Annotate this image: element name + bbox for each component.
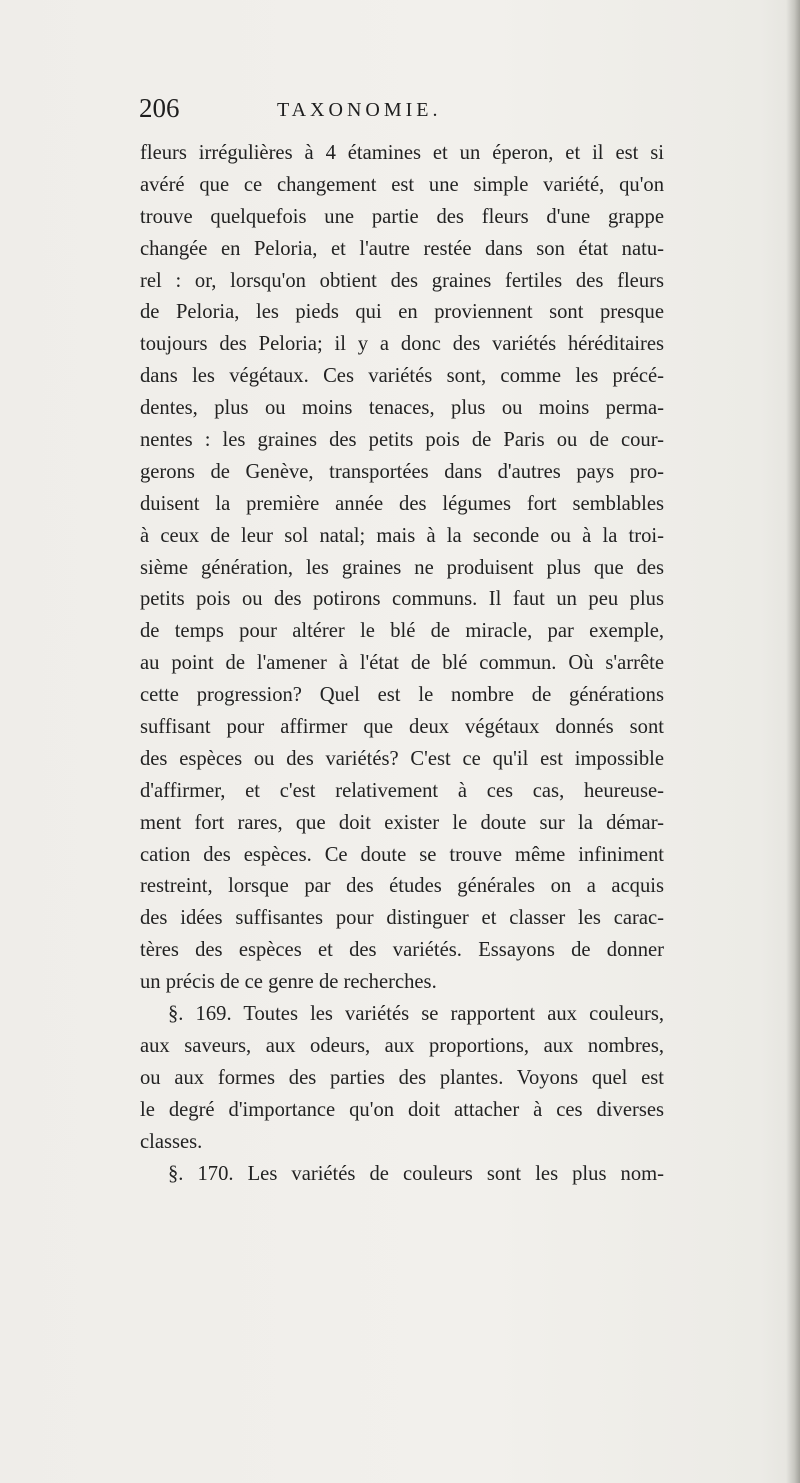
text-line: ou aux formes des parties des plantes. Voyons quel est xyxy=(140,1066,664,1089)
text-line: tères des espèces et des variétés. Essayons de donner xyxy=(140,939,664,962)
text-line: changée en Peloria, et l'autre restée dans son état natu- xyxy=(140,237,664,260)
page-header xyxy=(139,92,659,132)
body-text xyxy=(140,138,664,1190)
text-line: dentes, plus ou moins tenaces, plus ou moins perma- xyxy=(140,397,664,420)
text-line: restreint, lorsque par des études générales on a acquis xyxy=(140,875,664,898)
text-line: petits pois ou des potirons communs. Il faut un peu plus xyxy=(140,588,664,611)
text-line: des idées suffisantes pour distinguer et classer les carac- xyxy=(140,907,664,930)
text-line: le degré d'importance qu'on doit attacher à ces diverses xyxy=(140,1098,664,1121)
text-line: cation des espèces. Ce doute se trouve même infiniment xyxy=(140,843,664,866)
text-line: cette progression? Quel est le nombre de générations xyxy=(140,684,664,707)
text-line: avéré que ce changement est une simple variété, qu'on xyxy=(140,173,664,196)
text-line: des espèces ou des variétés? C'est ce qu'il est impossible xyxy=(140,747,664,770)
text-line: trouve quelquefois une partie des fleurs d'une grappe xyxy=(140,205,664,228)
text-line: duisent la première année des légumes fort semblables xyxy=(140,492,664,515)
text-line: à ceux de leur sol natal; mais à la seconde ou à la troi- xyxy=(140,524,664,547)
text-line: gerons de Genève, transportées dans d'autres pays pro- xyxy=(140,460,664,483)
section-170-line: §. 170. Les variétés de couleurs sont les plus nom- xyxy=(168,1162,664,1185)
text-line: aux saveurs, aux odeurs, aux proportions, aux nombres, xyxy=(140,1034,664,1057)
text-line: nentes : les graines des petits pois de Paris ou de cour- xyxy=(140,429,664,452)
text-line: dans les végétaux. Ces variétés sont, comme les précé- xyxy=(140,365,664,388)
running-title: TAXONOMIE. xyxy=(277,99,442,121)
section-169-line: §. 169. Toutes les variétés se rapportent aux couleurs, xyxy=(168,1003,664,1026)
text-line: de temps pour altérer le blé de miracle, par exemple, xyxy=(140,620,664,643)
text-line: rel : or, lorsqu'on obtient des graines fertiles des fleurs xyxy=(140,269,664,292)
text-line: sième génération, les graines ne produisent plus que des xyxy=(140,556,664,579)
page-edge-shadow xyxy=(786,0,800,1483)
text-line: de Peloria, les pieds qui en proviennent sont presque xyxy=(140,301,664,324)
page-number: 206 xyxy=(139,93,180,123)
text-line: ment fort rares, que doit exister le doute sur la démar- xyxy=(140,811,664,834)
text-line: d'affirmer, et c'est relativement à ces cas, heureuse- xyxy=(140,779,664,802)
text-line: suffisant pour affirmer que deux végétaux donnés sont xyxy=(140,716,664,739)
text-line: fleurs irrégulières à 4 étamines et un éperon, et il est si xyxy=(140,142,664,164)
text-line: classes. xyxy=(140,1130,203,1153)
text-line: un précis de ce genre de recherches. xyxy=(140,971,437,994)
text-line: au point de l'amener à l'état de blé commun. Où s'arrête xyxy=(140,652,664,675)
text-line: toujours des Peloria; il y a donc des variétés héréditaires xyxy=(140,333,664,356)
